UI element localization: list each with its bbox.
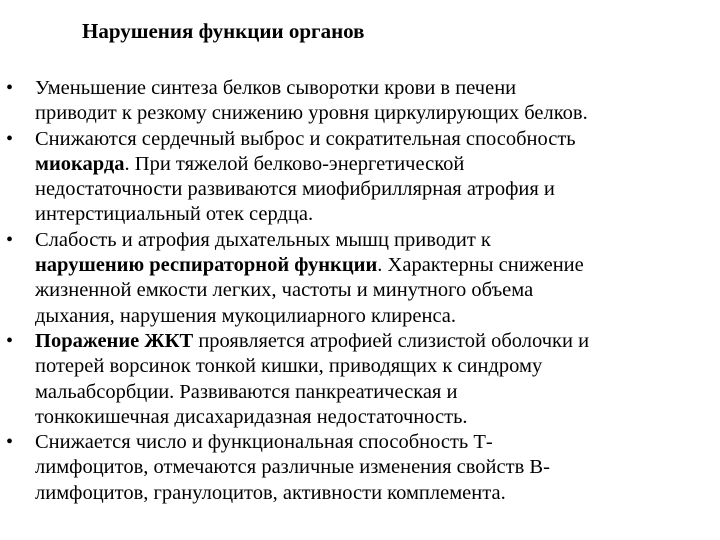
- text-run: Слабость и атрофия дыхательных мышц приводит к: [35, 228, 491, 251]
- bullet-item: [0, 228, 720, 329]
- bullet-line: [35, 354, 716, 379]
- text-run: приводит к резкому снижению уровня циркулирующих белков.: [35, 102, 588, 125]
- bullet-line: [35, 329, 716, 354]
- bullet-marker: •: [6, 127, 14, 150]
- bullet-list: [0, 76, 720, 506]
- bullet-marker: •: [6, 77, 14, 99]
- bullet-line: [35, 76, 716, 101]
- bold-text-run: Поражение ЖКТ: [35, 329, 194, 352]
- bullet-line: [35, 228, 716, 253]
- text-run: интерстициальный отек сердца.: [35, 203, 314, 226]
- slide-title: Нарушения функции органов: [82, 19, 365, 43]
- bullet-line: [35, 380, 716, 405]
- bullet-line: [35, 202, 716, 227]
- text-run: лимфоцитов, гранулоцитов, активности комплемента.: [35, 481, 506, 504]
- bullet-item: [0, 430, 720, 506]
- bullet-line: [35, 481, 716, 506]
- text-run: Снижаются сердечный выброс и сократительная способность: [35, 127, 576, 150]
- text-run: жизненной емкости легких, частоты и минутного объема: [35, 279, 534, 302]
- bullet-marker: •: [6, 228, 14, 251]
- bullet-line: [35, 405, 716, 430]
- bold-text-run: миокарда: [35, 152, 125, 175]
- text-run: лимфоцитов, отмечаются различные изменения свойств В-: [35, 456, 550, 479]
- text-run: дыхания, нарушения мукоцилиарного клиренса.: [35, 304, 457, 327]
- bullet-line: [35, 152, 716, 177]
- text-run: недостаточности развиваются миофибриллярная атрофия и: [35, 178, 555, 201]
- bullet-line: [35, 455, 716, 480]
- bullet-item: [0, 76, 720, 127]
- bullet-item: [0, 127, 720, 228]
- text-run: Снижается число и функциональная способность Т-: [35, 431, 493, 454]
- bullet-line: [35, 304, 716, 329]
- bullet-marker: •: [6, 431, 14, 454]
- bullet-marker: •: [6, 329, 14, 352]
- bullet-line: [35, 278, 716, 303]
- bullet-line: [35, 177, 716, 202]
- text-run: . Характерны снижение: [377, 254, 584, 277]
- bullet-line: [35, 101, 716, 126]
- text-run: . При тяжелой белково-энергетической: [124, 152, 465, 175]
- bullet-line: [35, 127, 716, 152]
- text-run: Уменьшение синтеза белков сыворотки крови в печени: [35, 77, 517, 99]
- text-run: мальабсорбции. Развиваются панкреатическая и: [35, 380, 458, 403]
- bullet-line: [35, 430, 716, 455]
- bold-text-run: нарушению респираторной функции: [35, 254, 378, 277]
- text-run: проявляется атрофией слизистой оболочки и: [193, 329, 590, 352]
- text-run: тонкокишечная дисахаридазная недостаточность.: [35, 405, 468, 428]
- text-run: потерей ворсинок тонкой кишки, приводящих к синдрому: [35, 355, 543, 378]
- bullet-item: [0, 329, 720, 430]
- bullet-line: [35, 253, 716, 278]
